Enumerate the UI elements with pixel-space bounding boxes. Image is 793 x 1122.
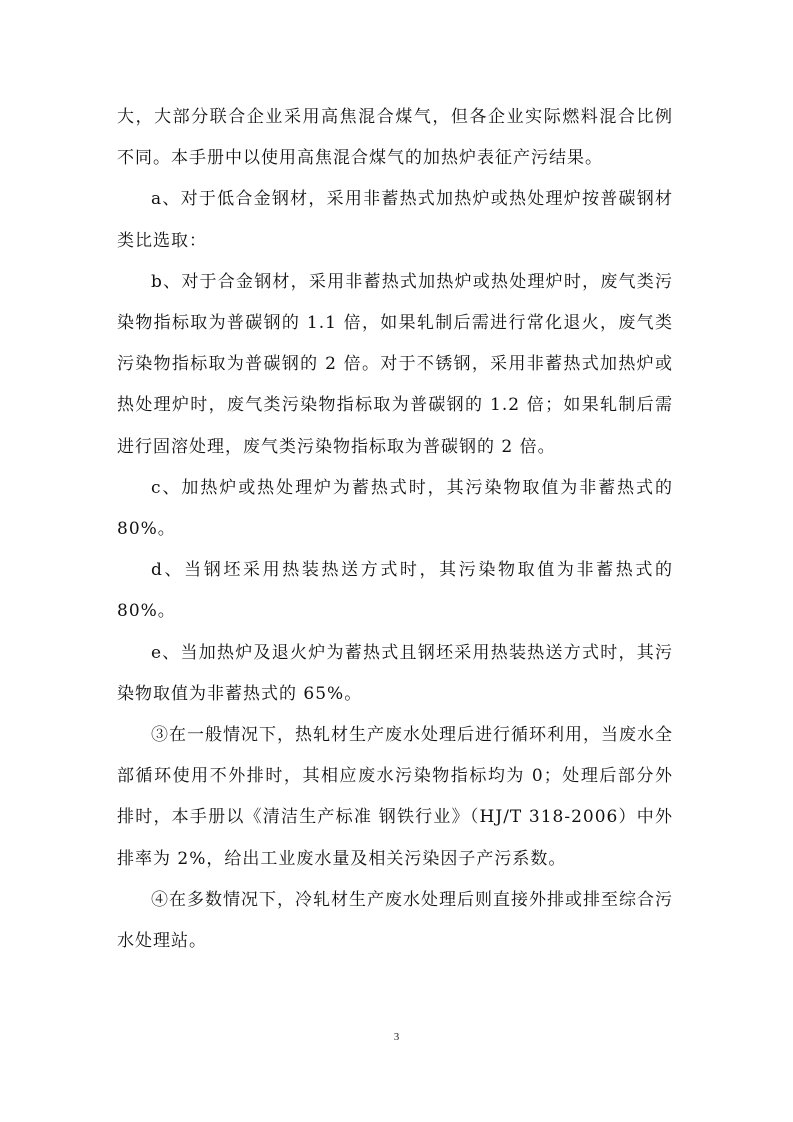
paragraph-item-3: ③在一般情况下，热轧材生产废水处理后进行循环利用，当废水全部循环使用不外排时，其相应废水污染物指标均为 0；处理后部分外排时，本手册以《清洁生产标准 钢铁行业》（HJ/T 318-2006）中外排率为 2%，给出工业废水量及相关污染因子产污系数。 xyxy=(117,725,673,869)
body-text xyxy=(117,97,673,962)
paragraph-item-a: a、对于低合金钢材，采用非蓄热式加热炉或热处理炉按普碳钢材类比选取： xyxy=(117,189,673,251)
paragraph-continuation: 大，大部分联合企业采用高焦混合煤气，但各企业实际燃料混合比例不同。本手册中以使用高焦混合煤气的加热炉表征产污结果。 xyxy=(117,107,673,169)
paragraph-item-c: c、加热炉或热处理炉为蓄热式时，其污染物取值为非蓄热式的 80%。 xyxy=(117,477,673,540)
paragraph-item-d: d、当钢坯采用热装热送方式时，其污染物取值为非蓄热式的 80%。 xyxy=(117,560,673,622)
page-number: 3 xyxy=(393,1031,400,1043)
paragraph-item-4: ④在多数情况下，冷轧材生产废水处理后则直接外排或排至综合污水处理站。 xyxy=(117,889,673,952)
paragraph-item-e: e、当加热炉及退火炉为蓄热式且钢坯采用热装热送方式时，其污染物取值为非蓄热式的 65%。 xyxy=(117,642,673,704)
paragraph-item-b: b、对于合金钢材，采用非蓄热式加热炉或热处理炉时，废气类污染物指标取为普碳钢的 1.1 倍，如果轧制后需进行常化退火，废气类污染物指标取为普碳钢的 2 倍。对于不锈钢，采用非蓄热式加热炉或热处理炉时，废气类污染物指标取为普碳钢的 1.2 倍；如果轧制后需进行固溶处理，废气类污染物指标取为普碳钢的 2 倍。 xyxy=(117,271,673,457)
